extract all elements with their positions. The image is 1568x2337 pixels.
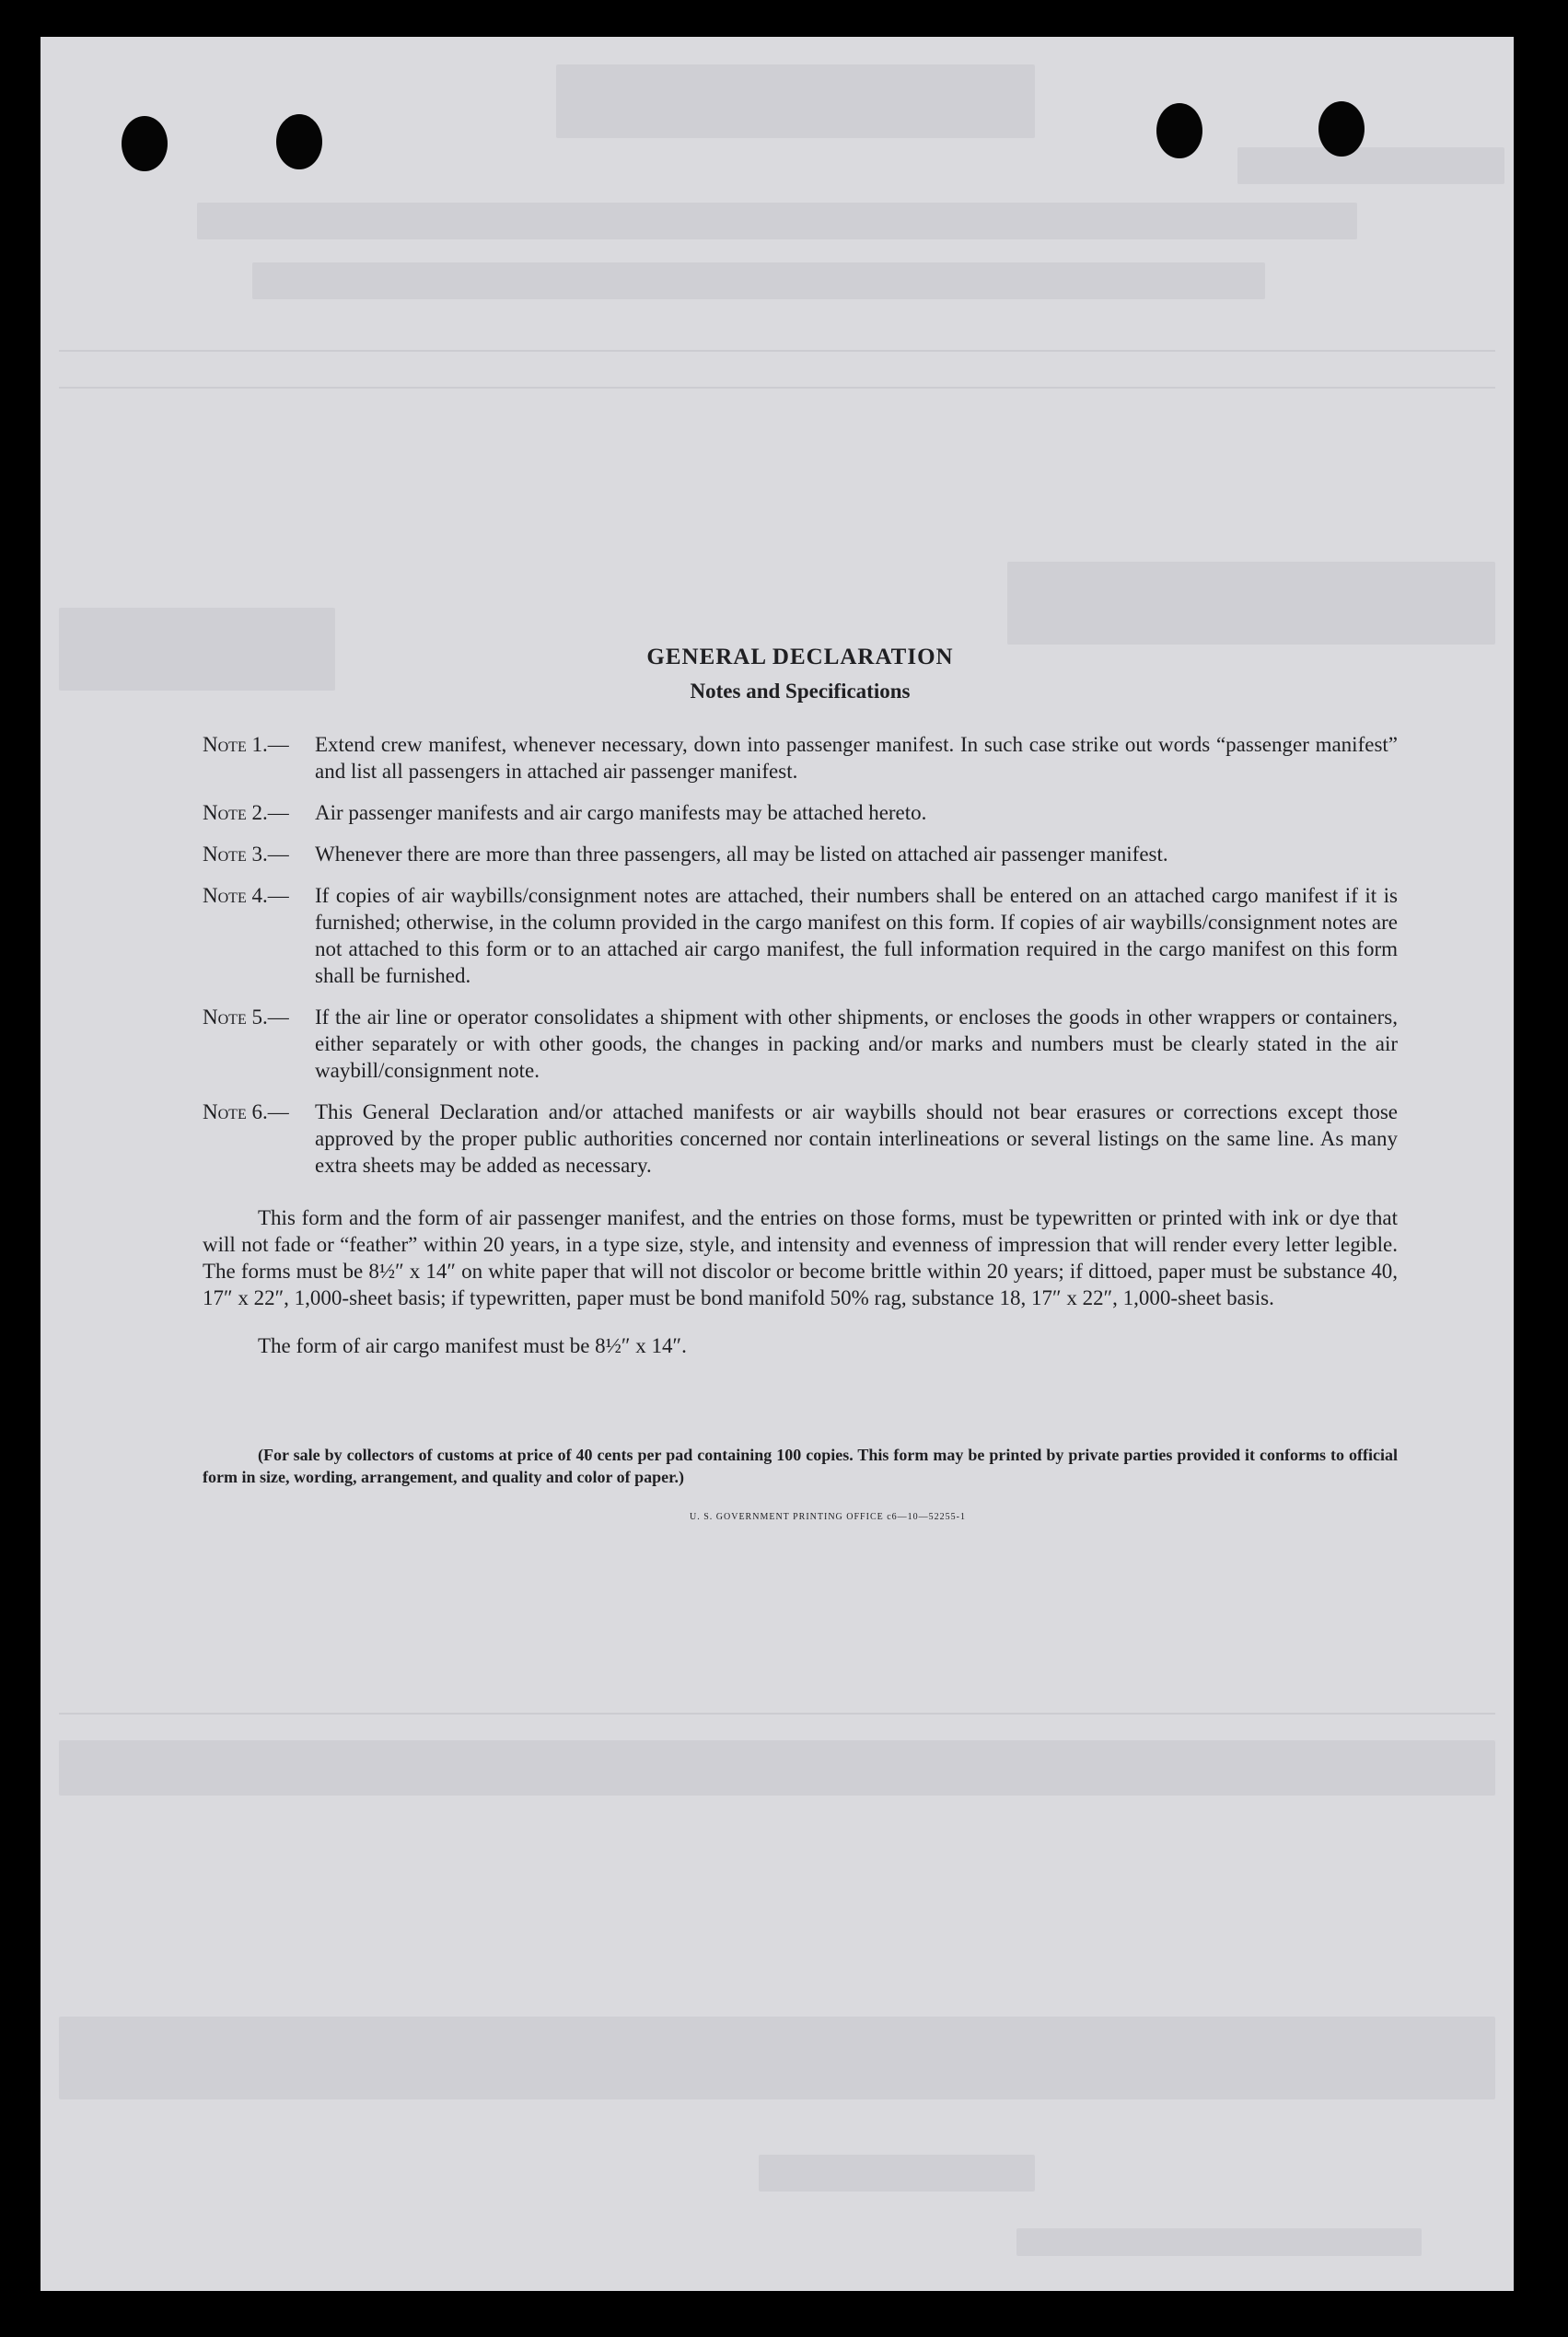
- note-label: Note 5.—: [203, 1006, 289, 1029]
- notes-list: [203, 731, 1398, 1179]
- note-item: [203, 799, 1398, 826]
- bleed-through-cargo-header: [59, 1740, 1495, 1796]
- form-specification-paragraph: This form and the form of air passenger manifest, and the entries on those forms, must be typewritten or printed with ink or dye that will not fade or “feather” within 20 years, in a type size, style, and intensity and evenness of impression that will render every letter legible. The forms must be 8½″ x 14″ on white paper that will not discolor or become brittle within 20 years; if dittoed, paper must be substance 40, 17″ x 22″, 1,000-sheet basis; if typewritten, paper must be bond manifold 50% rag, substance 18, 17″ x 22″, 1,000-sheet basis.: [203, 1206, 1398, 1309]
- printing-office-imprint: U. S. GOVERNMENT PRINTING OFFICE c6—10—52255-1: [690, 1512, 966, 1522]
- note-label: Note 1.—: [203, 733, 289, 756]
- bleed-through-footer: [1016, 2228, 1422, 2256]
- bleed-through-passengers: [1007, 562, 1495, 645]
- bleed-through-header: [556, 64, 1035, 138]
- document-page: [41, 37, 1514, 2291]
- note-text: Extend crew manifest, whenever necessary, down into passenger manifest. In such case strike out words “passenger manifest” and list all passengers in attached air passenger manifest.: [315, 733, 1398, 783]
- sale-notice: (For sale by collectors of customs at price of 40 cents per pad containing 100 copies. This form may be printed by private parties provided it conforms to official form in size, wording, arrangement, and quality and color of paper.): [203, 1446, 1398, 1486]
- note-item: [203, 1004, 1398, 1084]
- note-label: Note 4.—: [203, 884, 289, 907]
- punch-hole: [1156, 103, 1202, 158]
- note-item: [203, 1099, 1398, 1179]
- document-subtitle: Notes and Specifications: [690, 680, 911, 703]
- note-text: This General Declaration and/or attached manifests or air waybills should not bear erasures or corrections except those approved by the proper public authorities concerned nor contain interlineations or several listings on the same line. As many extra sheets may be added as necessary.: [315, 1100, 1398, 1177]
- note-item: [203, 841, 1398, 867]
- punch-hole: [1318, 101, 1365, 157]
- cargo-form-size: The form of air cargo manifest must be 8½″ x 14″.: [258, 1334, 687, 1357]
- note-text: If the air line or operator consolidates a shipment with other shipments, or encloses the goods in other wrappers or containers, either separately or with other goods, the changes in packing and/or marks and numbers must be clearly stated in the air waybill/consignment note.: [315, 1006, 1398, 1082]
- note-label: Note 6.—: [203, 1100, 289, 1123]
- bleed-through-departure-line: [252, 262, 1265, 299]
- bleed-through-signature: [759, 2155, 1035, 2192]
- bleed-through-owner-line: [1237, 147, 1504, 184]
- notes-section: [203, 645, 1398, 1522]
- note-item: [203, 882, 1398, 989]
- note-text: Whenever there are more than three passengers, all may be listed on attached air passenger manifest.: [315, 843, 1168, 866]
- note-label: Note 3.—: [203, 843, 289, 866]
- bleed-through-aircraft-line: [197, 203, 1357, 239]
- note-text: If copies of air waybills/consignment notes are attached, their numbers shall be entered on an attached cargo manifest if it is furnished; otherwise, in the column provided in the cargo manifest on this form. If copies of air waybills/consignment notes are not attached to this form or to an attached air cargo manifest, the full information required in the cargo manifest on this form shall be furnished.: [315, 884, 1398, 987]
- bleed-through-rule: [59, 350, 1495, 352]
- note-label: Note 2.—: [203, 801, 289, 824]
- punch-hole: [122, 116, 168, 171]
- document-title: GENERAL DECLARATION: [646, 645, 954, 669]
- punch-hole: [276, 114, 322, 169]
- bleed-through-rule: [59, 1713, 1495, 1715]
- note-item: [203, 731, 1398, 785]
- bleed-through-rule: [59, 387, 1495, 389]
- bleed-through-declaration: [59, 2017, 1495, 2099]
- note-text: Air passenger manifests and air cargo manifests may be attached hereto.: [315, 801, 927, 824]
